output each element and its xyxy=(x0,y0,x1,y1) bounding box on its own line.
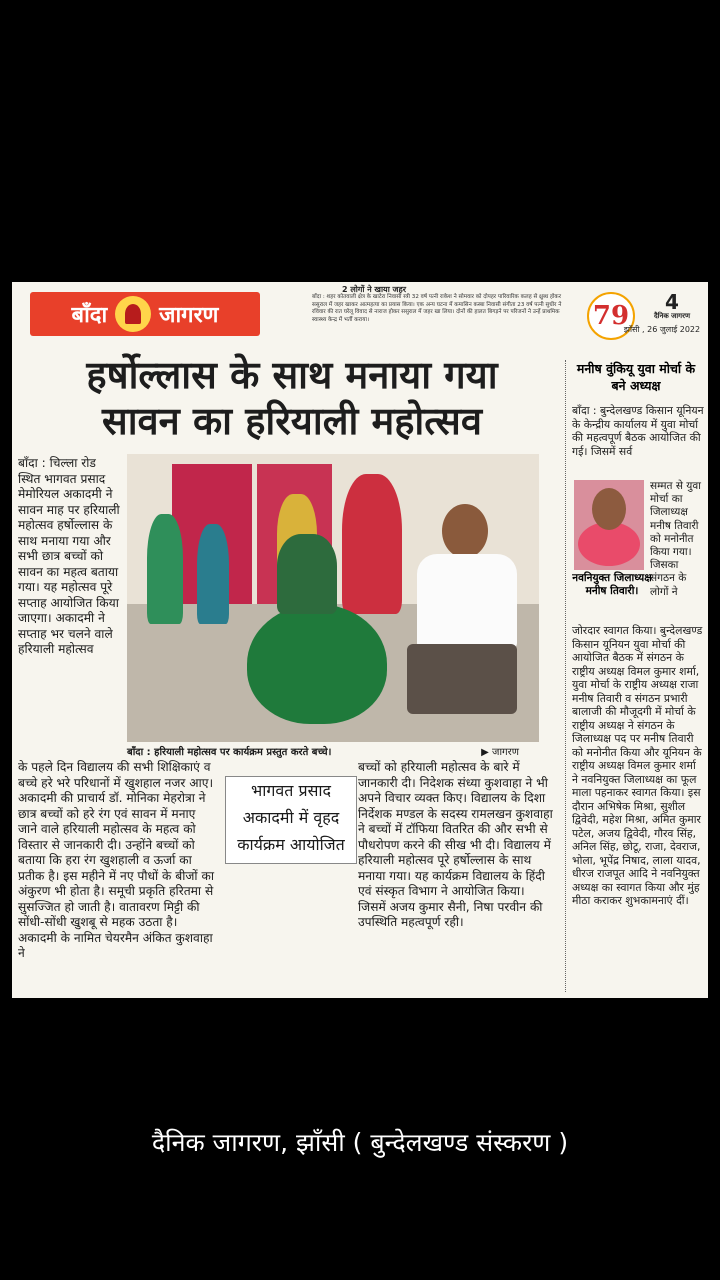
paper-name: दैनिक जागरण xyxy=(653,312,691,320)
child-figure xyxy=(147,514,183,624)
headline-line-2: सावन का हरियाली महोत्सव xyxy=(102,398,482,443)
logo-left-text: बाँदा xyxy=(71,303,108,328)
banda-jagran-logo xyxy=(30,292,260,336)
side-story-headline: मनीष वुंकियू युवा मोर्चा के बने अध्यक्ष xyxy=(576,361,696,393)
child-figure xyxy=(197,524,229,624)
main-headline xyxy=(22,352,562,444)
side-story-beside-photo: सम्मत से युवा मोर्चा का जिलाध्यक्ष मनीष तिवारी को मनोनीत किया गया। जिसका संगठन के लोगों ने xyxy=(650,480,701,598)
photo-caption-text: बाँदा : हरियाली महोत्सव पर कार्यक्रम प्रस्तुत करते बच्चे। xyxy=(127,747,332,758)
footer-caption: दैनिक जागरण, झाँसी ( बुन्देलखण्ड संस्करण ) xyxy=(151,1128,569,1157)
photo-caption xyxy=(127,744,539,758)
newspaper-clipping xyxy=(12,282,708,998)
masthead xyxy=(12,282,708,340)
side-story-intro: बाँदा : बुन्देलखण्ड किसान यूनियन के केन्द्रीय कार्यालय में युवा मोर्चा की महत्वपूर्ण बैठक आयोजित की गई। जिसमें सर्व xyxy=(572,404,704,458)
sun-emblem-icon xyxy=(115,296,151,332)
top-brief-text: बाँदा : शहर कोतवाली क्षेत्र के खाटेरा निवासी स्त्री 32 वर्ष पत्नी राकेश ने सोमवार को दोपहर पारिवारिक कलह से क्षुब्ध होकर ससुराल में जहर खाकर आत्महत्या का प्रयास किया। एक अन्य घटना में कमासिन कस्बा निवासी संगीता 23 वर्ष पत्नी सुधीर ने रविवार की रात घरेलू विवाद से नाराज होकर ससुराल में जहर खा लिया। दोनों की हालत बिगड़ने पर परिजनों ने उन्हें प्राथमिक स्वास्थ्य केन्द्र में भर्ती कराया। xyxy=(312,294,562,323)
subhead-box xyxy=(225,776,357,864)
subhead-line-2: अकादमी में वृहद xyxy=(242,808,340,827)
subhead-line-1: भागवत प्रसाद xyxy=(250,781,332,800)
green-leaf-prop xyxy=(247,604,387,724)
children-event-photo xyxy=(127,454,539,742)
headline-line-1: हर्षोल्लास के साथ मनाया गया xyxy=(86,352,498,397)
logo-right-text: जागरण xyxy=(159,303,219,328)
top-brief-title: 2 लोगों ने खाया जहर xyxy=(342,285,407,294)
person-face xyxy=(592,488,626,530)
seated-man-figure xyxy=(407,494,527,724)
column-divider xyxy=(565,360,566,992)
teacher-figure xyxy=(342,474,402,614)
page-number: 4 xyxy=(665,290,679,314)
dateline: झाँसी , 26 जुलाई 2022 xyxy=(623,325,701,334)
side-photo-caption: नवनियुक्त जिलाध्यक्ष मनीष तिवारी। xyxy=(572,572,652,597)
manish-tiwari-photo xyxy=(574,480,644,570)
child-with-crown xyxy=(277,534,337,614)
main-story-left-column: बाँदा : चिल्ला रोड स्थित भागवत प्रसाद मेमोरियल अकादमी ने सावन माह पर हरियाली महोत्सव हर्षोल्लास के साथ मनाया गया और सभी छात्र बच्चों को सावन का महत्व बताया गया। यह महोत्सव पूरे सप्ताह आयोजित किया जाएगा। अकादमी ने सप्ताह भर चलने वाले हरियाली महोत्सव xyxy=(18,456,120,656)
side-story-body: जोरदार स्वागत किया। बुन्देलखण्ड किसान यूनियन युवा मोर्चा की आयोजित बैठक में संगठन के राष्ट्रीय अध्यक्ष विमल कुमार शर्मा, युवा मोर्चा के राष्ट्रीय अध्यक्ष राजा मनीष तिवारी व संगठन प्रभारी बालाजी की मौजूदगी में मोर्चा के राष्ट्रीय अध्यक्ष ने संगठन के जिलाध्यक्ष पद पर मनीष तिवारी को मनोनीत किया और यूनियन के राष्ट्रीय अध्यक्ष विमल कुमार शर्मा ने नवनियुक्त जिलाध्यक्ष का फूल माला पहनाकर स्वागत किया। इस दौरान अभिषेक मिश्रा, सुशील द्विवेदी, महेश मिश्रा, अमित कुमार पटेल, अजय द्विवेदी, गौरव सिंह, अनिल सिंह, छोटू, राजा, देवराज, भोला, भूपेंद्र निषाद, लाला यादव, धीरज राजपूत आदि ने नवनियुक्त अध्यक्ष का स्वागत किया और मुंह मीठा कराकर शुभकामनाएं दीं। xyxy=(572,624,703,907)
lower-left-column: के पहले दिन विद्यालय की सभी शिक्षिकाएं व बच्चे हरे भरे परिधानों में खुशहाल नजर आए। अकादमी की प्राचार्य डॉ. मोनिका मेहरोत्रा ने छात्र बच्चों को हरे रंग एवं सावन में मनाए जाने वाले हरियाली महोत्सव के महत्व को विस्तार से जानकारी दी। उन्होंने बच्चों को बताया कि हरा रंग खुशहाली व ऊर्जा का प्रतीक है। इस महीने में नए पौधों के बीजों का अंकुरण भी होता है। समूची प्रकृति हरितमा से सुसज्जित हो जाती है। वातावरण मिट्टी की सोंधी-सोंधी खुशबू से महक उठता है। अकादमी के नामित चेयरमैन अंकित कुशवाहा ने xyxy=(18,760,214,960)
subhead-line-3: कार्यक्रम आयोजित xyxy=(237,835,345,854)
anniversary-badge: 79 xyxy=(587,292,635,340)
lower-right-column: बच्चों को हरियाली महोत्सव के बारे में जानकारी दी। निदेशक संध्या कुशवाहा ने भी अपने विचार व्यक्त किए। विद्यालय के दिशा निर्देशक मण्डल के सदस्य रामलखन कुशवाहा ने बच्चों में टॉफिया वितरित की और सभी से पौधरोपण करने की सीख भी दी। विद्यालय में हरियाली महोत्सव पूरे हर्षोल्लास के साथ मनाया गया। यह कार्यक्रम विद्यालय के हिंदी एवं संस्कृत विभाग ने आयोजित किया। जिसमें अजय कुमार सैनी, निषा परवीन की उपस्थिति महत्वपूर्ण रही। xyxy=(358,760,553,929)
photo-source: ▶ जागरण xyxy=(481,747,519,758)
